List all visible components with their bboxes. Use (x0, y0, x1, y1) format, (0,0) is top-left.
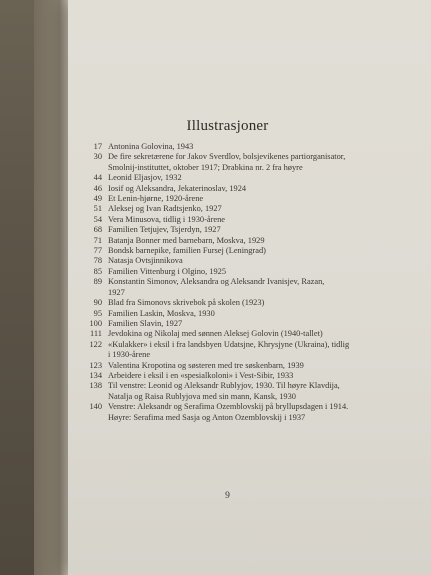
list-item (82, 340, 422, 361)
entry-caption (108, 173, 422, 183)
entry-caption (108, 402, 422, 423)
entry-page-number: 51 (93, 204, 102, 214)
entry-page-number: 78 (93, 256, 102, 266)
entry-caption-line: Arbeidere i eksil i en «spesialkoloni» i Vest-Sibir, 1933 (108, 370, 294, 380)
entry-page-number: 54 (93, 214, 102, 224)
entry-caption-line: Antonina Golovina, 1943 (108, 142, 194, 151)
background-surface (0, 0, 34, 575)
entry-caption-line: Natalja og Raisa Rublyjova med sin mann, Kansk, 1930 (108, 391, 296, 401)
entry-page-number: 49 (93, 194, 102, 204)
entry-caption-line: Høyre: Serafima med Sasja og Anton Ozemblovskij i 1937 (108, 412, 306, 422)
list-item (82, 256, 422, 266)
entry-page-number: 71 (93, 235, 102, 245)
entry-caption (108, 184, 422, 194)
entry-caption-line: Til venstre: Leonid og Aleksandr Rublyjov, 1930. Til høyre Klavdija, (108, 381, 340, 391)
entry-caption (108, 256, 422, 266)
list-item (82, 319, 422, 329)
entry-caption-line: Iosif og Aleksandra, Jekaterinoslav, 1924 (108, 183, 247, 193)
entry-caption-line: Venstre: Aleksandr og Serafima Ozemblovskij på bryllupsdagen i 1914. (108, 402, 349, 412)
entry-caption (108, 194, 422, 204)
entry-caption-line: Vera Minusova, tidlig i 1930-årene (108, 214, 225, 224)
entry-caption-line: «Kulakker» i eksil i fra landsbyen Udatsjne, Khrysjyne (Ukraina), tidlig (108, 339, 350, 349)
entry-page-number: 138 (89, 381, 102, 391)
list-item (82, 246, 422, 256)
entry-caption (108, 340, 422, 361)
entry-caption-line: Familien Vittenburg i Olgino, 1925 (108, 266, 227, 276)
illustration-list (82, 142, 422, 423)
entry-page-number: 89 (93, 277, 102, 287)
entry-caption (108, 267, 422, 277)
entry-caption-line: 1927 (108, 287, 125, 297)
entry-page-number: 68 (93, 225, 102, 235)
list-item (82, 142, 422, 152)
entry-page-number: 46 (93, 183, 102, 193)
entry-page-number: 30 (93, 152, 102, 162)
entry-page-number: 123 (89, 360, 102, 370)
list-item (82, 402, 422, 423)
entry-caption (108, 361, 422, 371)
entry-page-number: 85 (93, 266, 102, 276)
entry-caption (108, 142, 422, 152)
entry-caption (108, 236, 422, 246)
entry-caption-line: Familien Laskin, Moskva, 1930 (108, 308, 215, 318)
entry-caption (108, 246, 422, 256)
entry-caption-line: Valentina Kropotina og søsteren med tre søskenbarn, 1939 (108, 360, 304, 370)
entry-caption (108, 309, 422, 319)
list-item (82, 215, 422, 225)
entry-caption-line: Aleksej og Ivan Radtsjenko, 1927 (108, 204, 222, 214)
list-item (82, 309, 422, 319)
entry-caption-line: Et Lenin-hjørne, 1920-årene (108, 194, 204, 204)
list-item (82, 236, 422, 246)
entry-page-number: 44 (93, 173, 102, 183)
entry-caption-line: Batanja Bonner med barnebarn, Moskva, 1929 (108, 235, 265, 245)
entry-caption-line: Leonid Eljasjov, 1932 (108, 173, 182, 183)
entry-caption-line: i 1930-årene (108, 350, 151, 360)
entry-caption (108, 371, 422, 381)
entry-caption (108, 277, 422, 298)
entry-page-number: 111 (90, 329, 102, 339)
list-item (82, 329, 422, 339)
list-item (82, 267, 422, 277)
entry-caption (108, 152, 422, 173)
entry-caption (108, 225, 422, 235)
entry-page-number: 134 (89, 370, 102, 380)
list-item (82, 173, 422, 183)
list-item (82, 381, 422, 402)
list-item (82, 277, 422, 298)
list-item (82, 225, 422, 235)
list-item (82, 204, 422, 214)
entry-page-number: 77 (93, 246, 102, 256)
entry-caption (108, 204, 422, 214)
list-item (82, 194, 422, 204)
entry-caption-line: Natasja Ovtsjinnikova (108, 256, 183, 266)
entry-caption (108, 298, 422, 308)
list-item (82, 371, 422, 381)
entry-caption-line: Konstantin Simonov, Aleksandra og Aleksandr Ivanisjev, Razan, (108, 277, 325, 287)
entry-page-number: 122 (89, 339, 102, 349)
entry-caption (108, 215, 422, 225)
page-number: 9 (225, 491, 230, 501)
entry-caption-line: Blad fra Simonovs skrivebok på skolen (1923) (108, 298, 265, 308)
entry-caption-line: Bondsk barnepike, familien Fursej (Leningrad) (108, 246, 266, 256)
entry-caption (108, 381, 422, 402)
entry-caption-line: Smolnij-instituttet, oktober 1917; Drabkina nr. 2 fra høyre (108, 162, 303, 172)
entry-page-number: 90 (93, 298, 102, 308)
entry-caption (108, 329, 422, 339)
entry-page-number: 140 (89, 402, 102, 412)
list-item (82, 298, 422, 308)
entry-caption-line: Familien Slavin, 1927 (108, 318, 183, 328)
entry-caption-line: De fire sekretærene for Jakov Sverdlov, bolsjevikenes partiorganisator, (108, 152, 346, 162)
entry-page-number: 95 (93, 308, 102, 318)
page-title: Illustrasjoner (186, 118, 269, 134)
list-item (82, 152, 422, 173)
entry-page-number: 17 (93, 142, 102, 151)
list-item (82, 361, 422, 371)
list-item (82, 184, 422, 194)
entry-caption-line: Familien Tetjujev, Tsjerdyn, 1927 (108, 225, 221, 235)
entry-page-number: 100 (89, 318, 102, 328)
entry-caption (108, 319, 422, 329)
entry-caption-line: Jevdokina og Nikolaj med sønnen Aleksej Golovin (1940-tallet) (108, 329, 323, 339)
